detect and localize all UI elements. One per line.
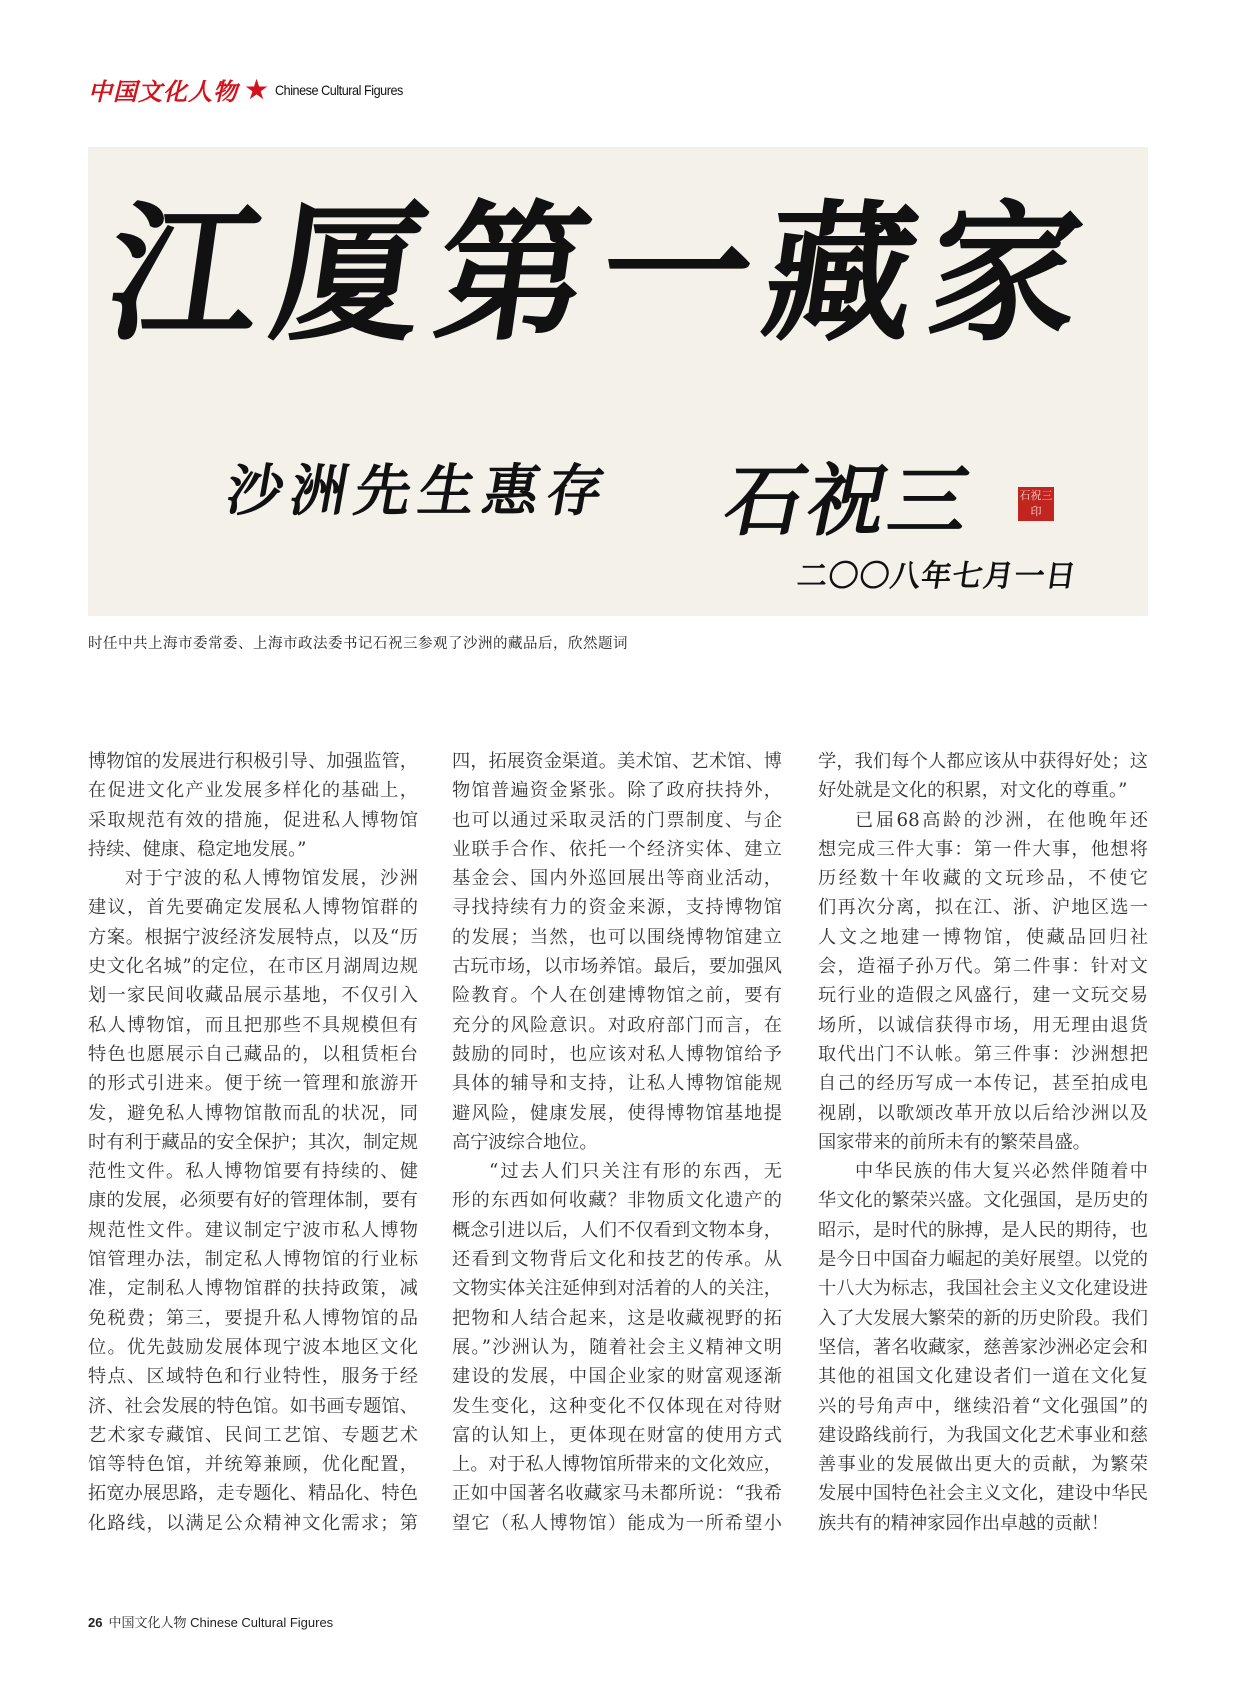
- text-line: 取代出门不认帐。第三件事：沙洲想把: [818, 1043, 1148, 1065]
- text-line: 古玩市场，以市场养馆。最后，要加强风: [452, 956, 782, 978]
- text-line: 善事业的发展做出更大的贡献，为繁荣: [818, 1454, 1148, 1476]
- text-line: 济、社会发展的特色馆。如书画专题馆、: [88, 1395, 418, 1417]
- text-line: 寻找持续有力的资金来源，支持博物馆: [452, 897, 782, 919]
- text-line: 物馆普遍资金紧张。除了政府扶持外，: [452, 780, 782, 802]
- text-line: 文物实体关注延伸到对活着的人的关注，: [452, 1278, 782, 1300]
- text-line: 具体的辅导和支持，让私人博物馆能规: [452, 1073, 782, 1095]
- image-caption: 时任中共上海市委常委、上海市政法委书记石祝三参观了沙洲的藏品后，欣然题词: [88, 636, 628, 652]
- footer-title-cn: 中国文化人物: [108, 1615, 187, 1630]
- text-line: 兴的号角声中，继续沿着“文化强国”的: [818, 1395, 1148, 1417]
- red-seal-stamp: 石祝三印: [1018, 487, 1054, 521]
- text-line: 险教育。个人在创建博物馆之前，要有: [452, 985, 782, 1007]
- calligraphy-title: 江厦第一藏家: [97, 186, 1107, 362]
- text-line: 采取规范有效的措施，促进私人博物馆: [88, 809, 418, 831]
- text-line: 持续、健康、稳定地发展。”: [88, 838, 307, 860]
- article-column-3: [818, 747, 1148, 1538]
- text-line: 的发展；当然，也可以围绕博物馆建立: [452, 926, 782, 948]
- text-line: 特色也愿展示自己藏品的，以租赁柜台: [88, 1043, 418, 1065]
- text-line: 视剧，以歌颂改革开放以后给沙洲以及: [818, 1102, 1148, 1124]
- text-line: 发展中国特色社会主义文化，建设中华民: [818, 1483, 1148, 1505]
- article-column-1: [88, 747, 418, 1538]
- text-line: 概念引进以后，人们不仅看到文物本身，: [452, 1219, 782, 1241]
- text-line: 四，拓展资金渠道。美术馆、艺术馆、博: [452, 751, 782, 772]
- text-line: 艺术家专藏馆、民间工艺馆、专题艺术: [88, 1424, 418, 1446]
- text-line: 康的发展，必须要有好的管理体制，要有: [88, 1190, 418, 1212]
- text-line: 好处就是文化的积累，对文化的尊重。”: [818, 780, 1128, 802]
- calligraphy-date: 二〇〇八年七月一日: [795, 559, 1079, 594]
- text-line: 拓宽办展思路，走专题化、精品化、特色: [88, 1483, 418, 1505]
- text-line: 十八大为标志，我国社会主义文化建设进: [818, 1278, 1148, 1300]
- page-number: 26: [88, 1615, 103, 1630]
- text-line: 正如中国著名收藏家马未都所说：“我希: [452, 1483, 782, 1505]
- calligraphy-image: [88, 147, 1148, 616]
- text-line: 富的认知上，更体现在财富的使用方式: [452, 1424, 782, 1446]
- text-line: 中华民族的伟大复兴必然伴随着中: [855, 1161, 1148, 1183]
- text-line: 形的东西如何收藏？非物质文化遗产的: [452, 1190, 782, 1212]
- text-line: 私人博物馆，而且把那些不具规模但有: [88, 1014, 418, 1036]
- text-line: 业联手合作、依托一个经济实体、建立: [452, 838, 782, 860]
- text-line: 规范性文件。建议制定宁波市私人博物: [88, 1219, 418, 1241]
- text-line: 馆管理办法，制定私人博物馆的行业标: [88, 1249, 418, 1271]
- masthead-title-en: Chinese Cultural Figures: [275, 81, 403, 98]
- star-icon: ★: [244, 72, 270, 106]
- text-line: 范性文件。私人博物馆要有持续的、健: [88, 1161, 418, 1183]
- text-line: 华文化的繁荣兴盛。文化强国，是历史的: [818, 1190, 1148, 1212]
- text-line: 们再次分离，拟在江、浙、沪地区选一: [818, 897, 1148, 919]
- text-line: 场所，以诚信获得市场，用无理由退货: [818, 1014, 1148, 1036]
- text-line: 准，定制私人博物馆群的扶持政策，减: [88, 1278, 418, 1300]
- text-line: 也可以通过采取灵活的门票制度、与企: [452, 809, 782, 831]
- text-line: 高宁波综合地位。: [452, 1131, 598, 1153]
- text-line: 已届68高龄的沙洲，在他晚年还: [855, 809, 1148, 831]
- masthead: [88, 72, 417, 107]
- footer-title-en: Chinese Cultural Figures: [190, 1615, 334, 1630]
- text-line: 想完成三件大事：第一件大事，他想将: [818, 838, 1148, 860]
- text-line: 国家带来的前所未有的繁荣昌盛。: [818, 1131, 1091, 1153]
- text-line: 族共有的精神家园作出卓越的贡献！: [818, 1512, 1110, 1534]
- text-line: 坚信，著名收藏家，慈善家沙洲必定会和: [818, 1336, 1148, 1358]
- text-line: 博物馆的发展进行积极引导、加强监管，: [88, 751, 418, 772]
- text-line: 建议，首先要确定发展私人博物馆群的: [88, 897, 418, 919]
- masthead-title-cn: 中国文化人物: [88, 77, 238, 106]
- text-line: 学，我们每个人都应该从中获得好处；这: [818, 751, 1148, 772]
- text-line: 免税费；第三，要提升私人博物馆的品: [88, 1307, 418, 1329]
- text-line: 是今日中国奋力崛起的美好展望。以党的: [818, 1249, 1148, 1271]
- text-line: 史文化名城”的定位，在市区月湖周边规: [88, 956, 418, 978]
- text-line: 在促进文化产业发展多样化的基础上，: [88, 780, 418, 802]
- text-line: 历经数十年收藏的文玩珍品，不使它: [818, 868, 1148, 890]
- text-line: 入了大发展大繁荣的新的历史阶段。我们: [818, 1307, 1148, 1329]
- text-line: 上。对于私人博物馆所带来的文化效应，: [452, 1454, 782, 1476]
- text-line: 发生变化，这种变化不仅体现在对待财: [452, 1395, 782, 1417]
- text-line: 会，造福子孙万代。第二件事：针对文: [818, 956, 1148, 978]
- text-line: 自己的经历写成一本传记，甚至拍成电: [818, 1073, 1148, 1095]
- text-line: 方案。根据宁波经济发展特点，以及“历: [88, 926, 418, 948]
- calligraphy-signature: 石祝三: [716, 456, 983, 547]
- text-line: 把物和人结合起来，这是收藏视野的拓: [452, 1307, 782, 1329]
- text-line: 避风险，健康发展，使得博物馆基地提: [452, 1102, 782, 1124]
- text-line: 时有利于藏品的安全保护；其次，制定规: [88, 1131, 418, 1153]
- text-line: 特点、区域特色和行业特性，服务于经: [88, 1366, 418, 1388]
- calligraphy-dedication: 沙洲先生惠存: [221, 458, 618, 524]
- text-line: 望它（私人博物馆）能成为一所希望小: [452, 1512, 782, 1534]
- text-line: “过去人们只关注有形的东西，无: [489, 1161, 782, 1183]
- text-line: 的形式引进来。便于统一管理和旅游开: [88, 1073, 418, 1095]
- text-line: 建设的发展，中国企业家的财富观逐渐: [452, 1366, 782, 1388]
- text-line: 充分的风险意识。对政府部门而言，在: [452, 1014, 782, 1036]
- page-footer: [88, 1612, 333, 1631]
- text-line: 展。”沙洲认为，随着社会主义精神文明: [452, 1336, 782, 1358]
- text-line: 还看到文物背后文化和技艺的传承。从: [452, 1249, 782, 1271]
- text-line: 划一家民间收藏品展示基地，不仅引入: [88, 985, 418, 1007]
- text-line: 对于宁波的私人博物馆发展，沙洲: [125, 868, 418, 890]
- text-line: 化路线，以满足公众精神文化需求；第: [88, 1512, 418, 1534]
- text-line: 基金会、国内外巡回展出等商业活动，: [452, 868, 782, 890]
- text-line: 馆等特色馆，并统筹兼顾，优化配置，: [88, 1454, 418, 1476]
- text-line: 玩行业的造假之风盛行，建一文玩交易: [818, 985, 1148, 1007]
- text-line: 其他的祖国文化建设者们一道在文化复: [818, 1366, 1148, 1388]
- text-line: 鼓励的同时，也应该对私人博物馆给予: [452, 1043, 782, 1065]
- article-column-2: [452, 747, 782, 1538]
- text-line: 建设路线前行，为我国文化艺术事业和慈: [818, 1424, 1148, 1446]
- text-line: 发，避免私人博物馆散而乱的状况，同: [88, 1102, 418, 1124]
- text-line: 位。优先鼓励发展体现宁波本地区文化: [88, 1336, 418, 1358]
- text-line: 昭示，是时代的脉搏，是人民的期待，也: [818, 1219, 1148, 1241]
- text-line: 人文之地建一博物馆，使藏品回归社: [818, 926, 1148, 948]
